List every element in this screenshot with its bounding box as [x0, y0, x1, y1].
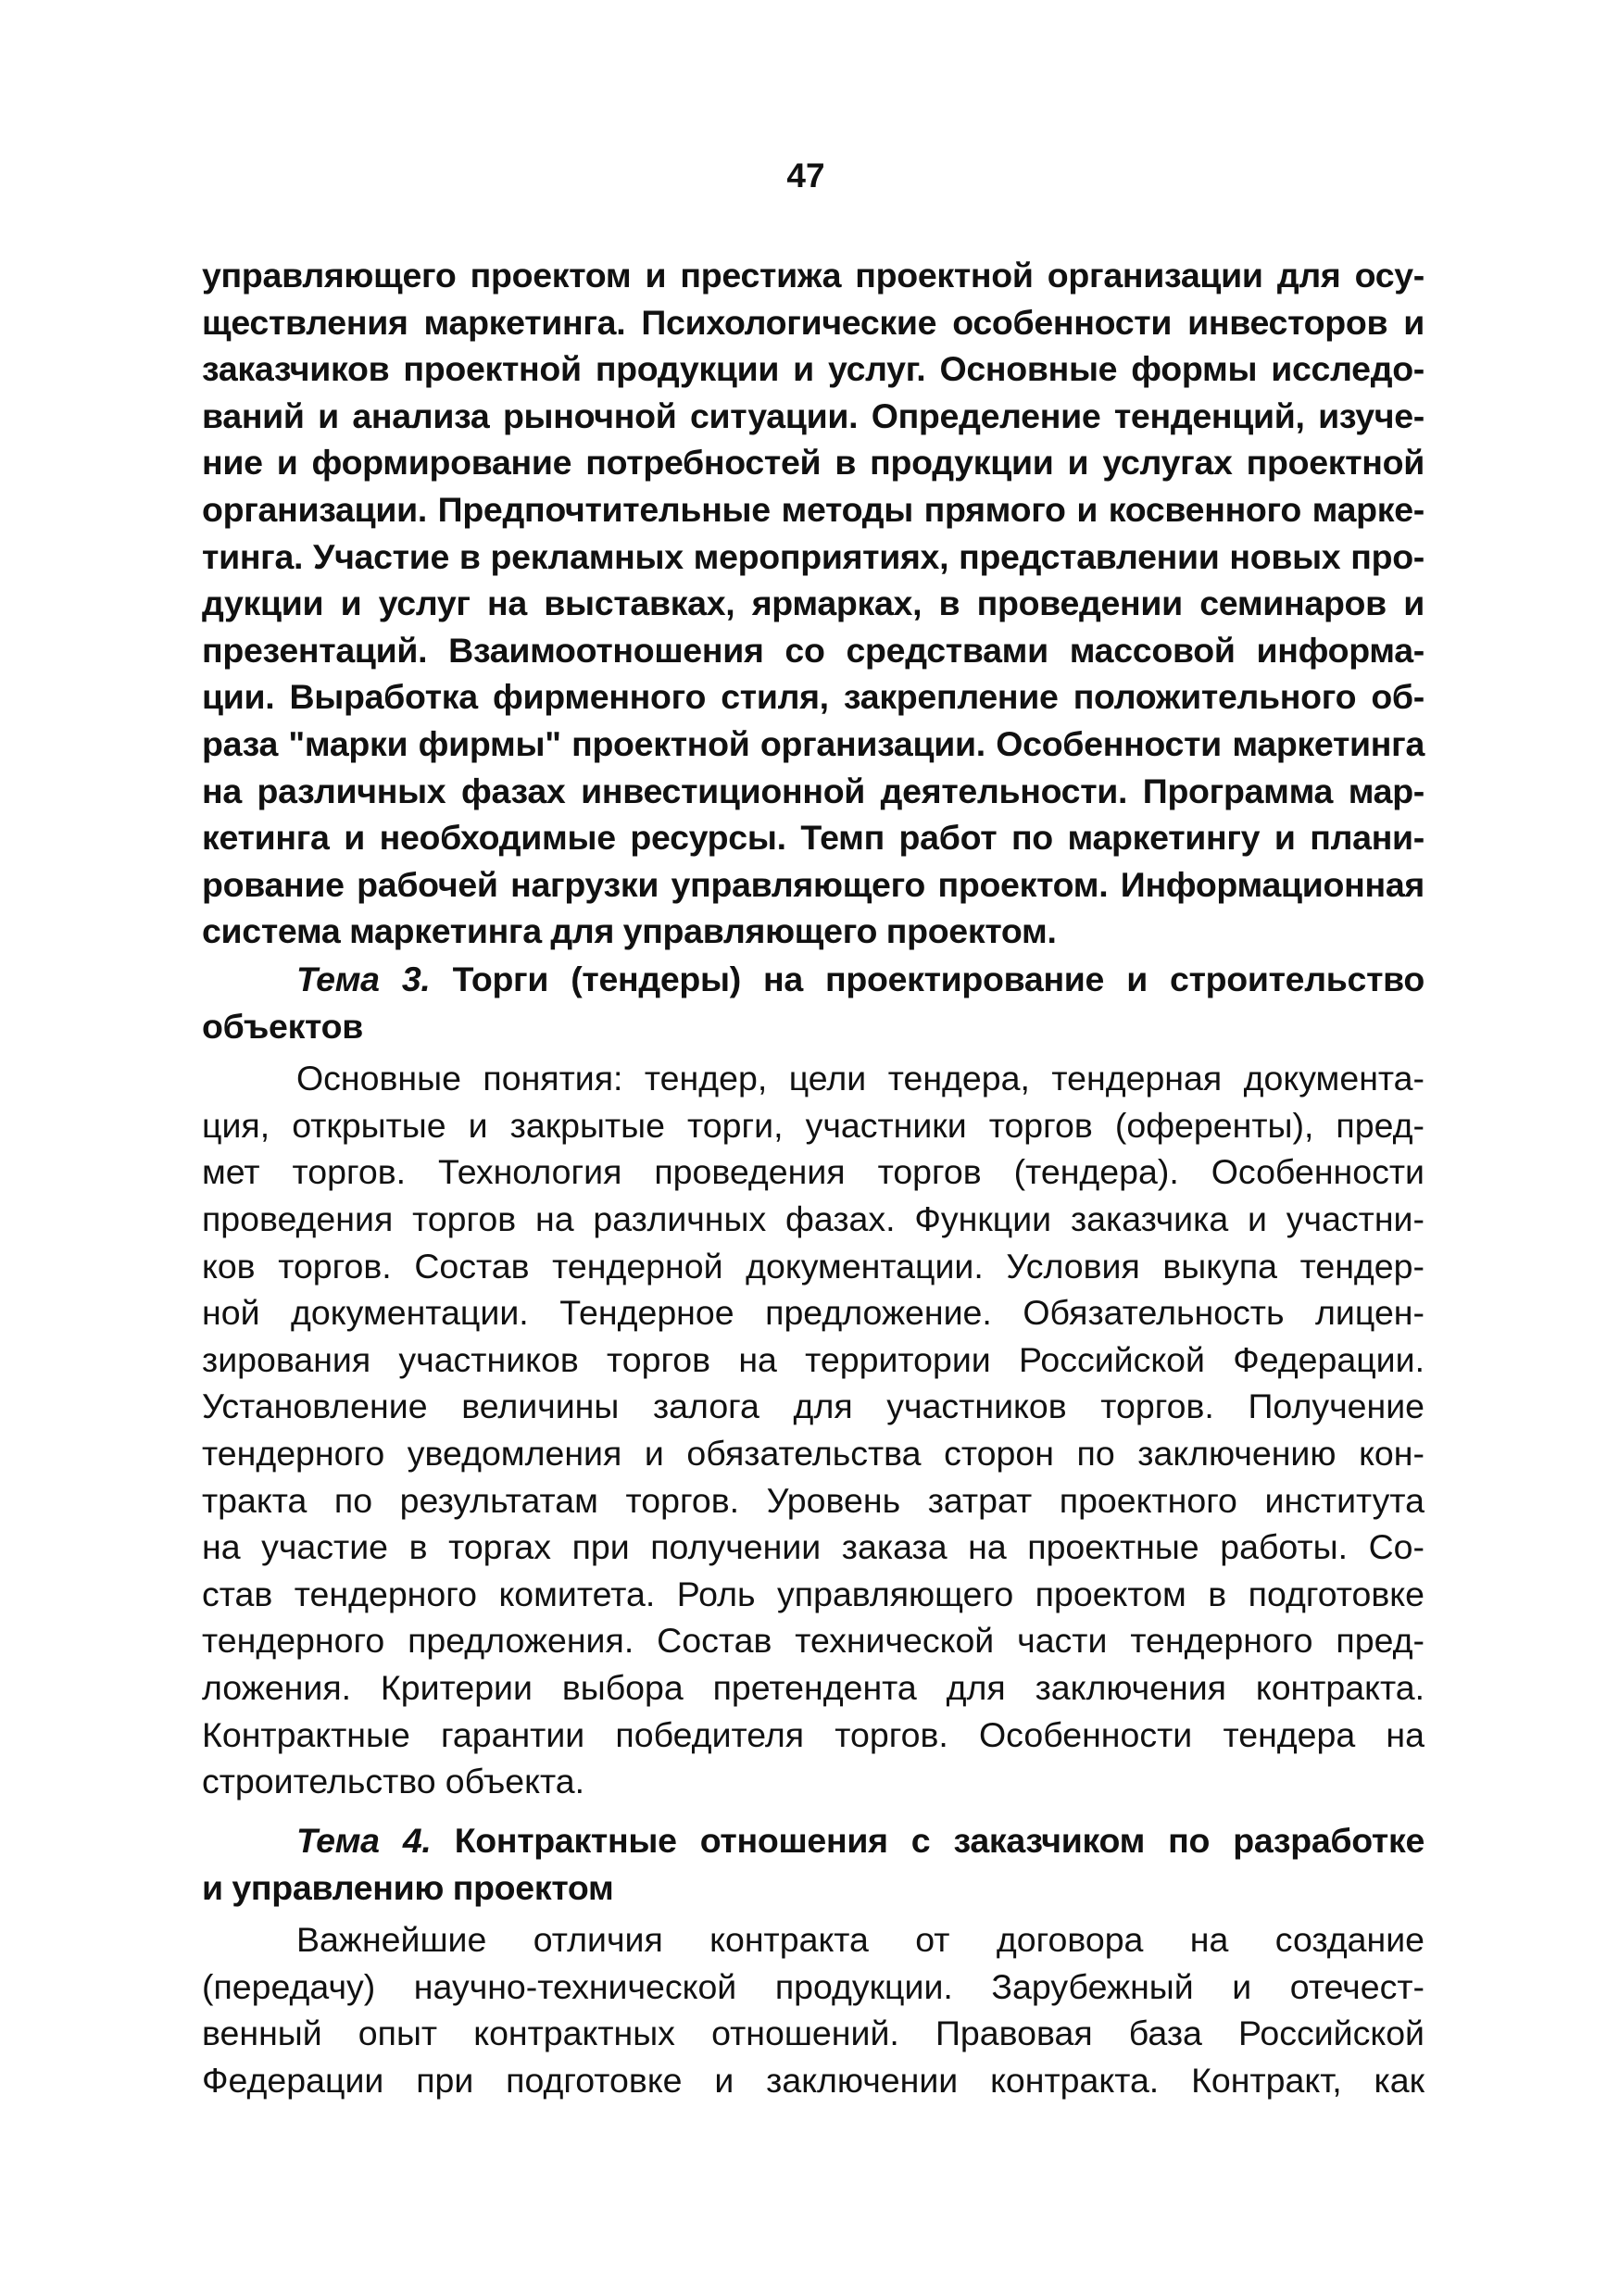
text-line: ции. Выработка фирменного стиля, закрепление положительного об-	[202, 677, 1424, 717]
text-line: на участие в торгах при получении заказа на проектные работы. Со-	[202, 1527, 1424, 1567]
text-line: ной документации. Тендерное предложение. Обязательность лицен-	[202, 1293, 1424, 1333]
text-line: система маркетинга для управляющего проектом.	[202, 911, 1057, 951]
text-line: организации. Предпочтительные методы прямого и косвенного марке-	[202, 489, 1424, 529]
text-line: на различных фазах инвестиционной деятельности. Программа мар-	[202, 771, 1424, 810]
intro-section	[202, 252, 1424, 955]
text-line: Основные понятия: тендер, цели тендера, тендерная документа-	[296, 1059, 1424, 1098]
topic-3-title-cont: объектов	[202, 1006, 363, 1046]
text-line: тендерного уведомления и обязательства сторон по заключению кон-	[202, 1433, 1424, 1473]
text-line: зирования участников торгов на территории Российской Федерации.	[202, 1339, 1424, 1379]
text-line: мет торгов. Технология проведения торгов (тендера). Особенности	[202, 1152, 1424, 1192]
topic-3-paragraph	[202, 1055, 1424, 1805]
topic-4-title: Контрактные отношения с заказчиком по разработке	[454, 1821, 1424, 1860]
text-line: ние и формирование потребностей в продукции и услугах проектной	[202, 443, 1424, 483]
text-line: ков торгов. Состав тендерной документации. Условия выкупа тендер-	[202, 1246, 1424, 1286]
text-line: строительство объекта.	[202, 1762, 585, 1801]
text-line: раза "марки фирмы" проектной организации. Особенности маркетинга	[202, 723, 1424, 763]
topic-4-label: Тема 4.	[296, 1821, 432, 1860]
intro-paragraph	[202, 252, 1424, 955]
text-line: дукции и услуг на выставках, ярмарках, в проведении семинаров и	[202, 583, 1424, 623]
topic-3-section	[202, 956, 1424, 1805]
text-line: заказчиков проектной продукции и услуг. Основные формы исследо-	[202, 349, 1424, 389]
topic-4-section	[202, 1817, 1424, 2104]
text-line: Контрактные гарантии победителя торгов. Особенности тендера на	[202, 1714, 1424, 1754]
text-line: Важнейшие отличия контракта от договора на создание	[296, 1920, 1424, 1960]
text-line: ваний и анализа рыночной ситуации. Определение тенденций, изуче-	[202, 395, 1424, 435]
topic-3-heading	[202, 956, 1424, 1049]
text-line: ция, открытые и закрытые торги, участники торгов (оференты), пред-	[202, 1105, 1424, 1145]
text-line: ществления маркетинга. Психологические особенности инвесторов и	[202, 302, 1424, 342]
text-line: тракта по результатам торгов. Уровень затрат проектного института	[202, 1480, 1424, 1520]
text-line: Установление величины залога для участников торгов. Получение	[202, 1386, 1424, 1426]
text-line: управляющего проектом и престижа проектной организации для осу-	[202, 256, 1424, 295]
topic-4-paragraph	[202, 1916, 1424, 2103]
topic-3-label: Тема 3.	[296, 960, 431, 998]
topic-3-title: Торги (тендеры) на проектирование и строительство	[452, 960, 1424, 998]
topic-3-heading-line	[202, 956, 1424, 1003]
text-line: проведения торгов на различных фазах. Функции заказчика и участни-	[202, 1198, 1424, 1238]
text-line: (передачу) научно-технической продукции. Зарубежный и отечест-	[202, 1966, 1424, 2006]
text-line: ложения. Критерии выбора претендента для заключения контракта.	[202, 1667, 1424, 1707]
topic-4-heading-line	[202, 1817, 1424, 1864]
text-line: тендерного предложения. Состав технической части тендерного пред-	[202, 1621, 1424, 1661]
text-line: венный опыт контрактных отношений. Правовая база Российской	[202, 2014, 1424, 2053]
page-number: 47	[786, 157, 825, 194]
topic-4-title-cont: и управлению проектом	[202, 1867, 614, 1907]
text-line: тинга. Участие в рекламных мероприятиях, представлении новых про-	[202, 536, 1424, 576]
text-line: став тендерного комитета. Роль управляющего проектом в подготовке	[202, 1574, 1424, 1613]
text-line: рование рабочей нагрузки управляющего проектом. Информационная	[202, 864, 1424, 904]
text-line: кетинга и необходимые ресурсы. Темп работ по маркетингу и плани-	[202, 818, 1424, 858]
topic-4-heading	[202, 1817, 1424, 1911]
text-line: презентаций. Взаимоотношения со средствами массовой информа-	[202, 630, 1424, 670]
text-line: Федерации при подготовке и заключении контракта. Контракт, как	[202, 2060, 1424, 2100]
